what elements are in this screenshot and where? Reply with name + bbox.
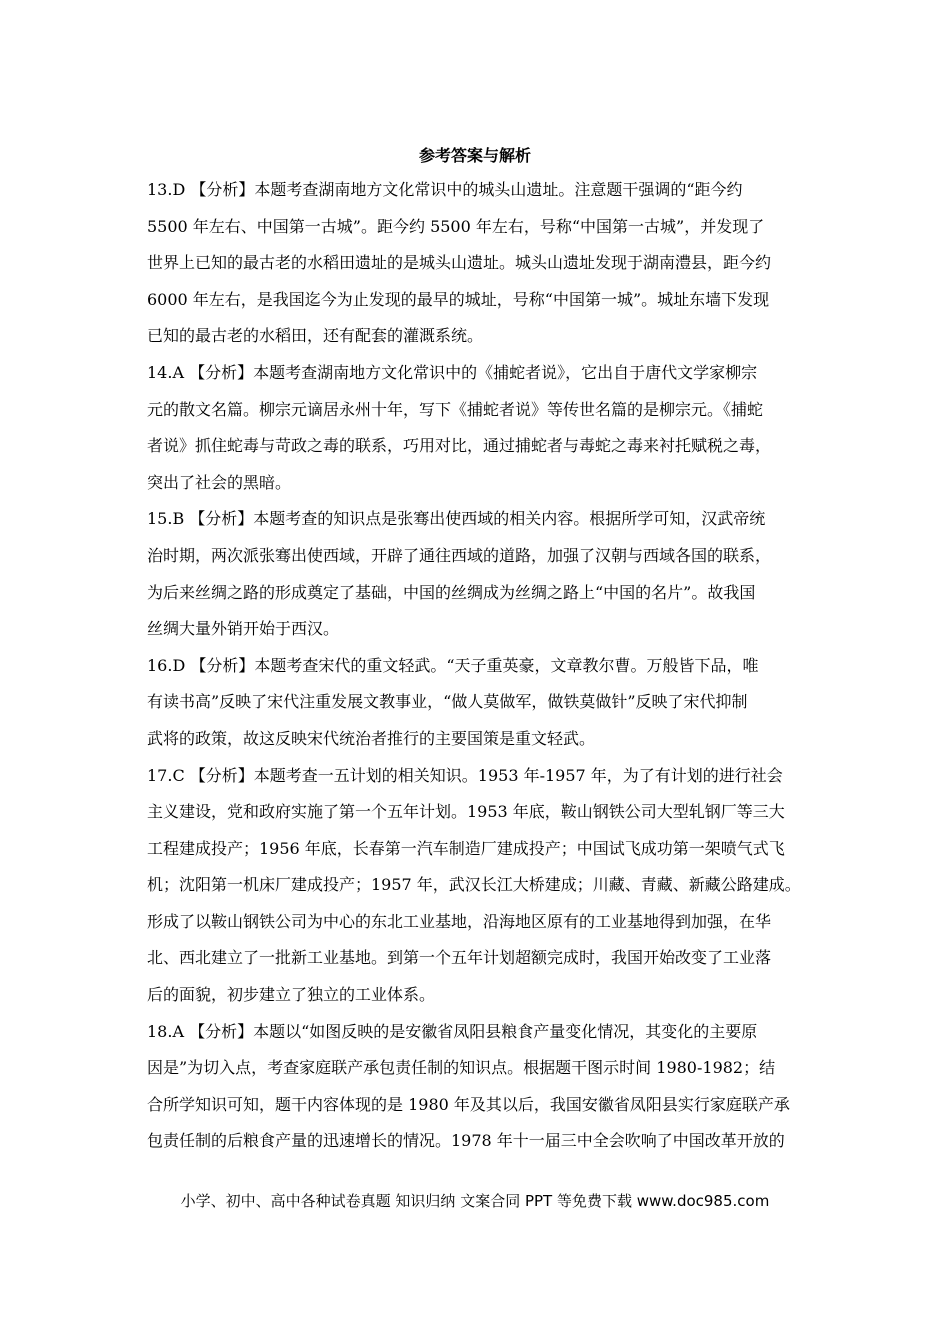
text-line: 17.C 【分析】本题考查一五计划的相关知识。1953 年-1957 年，为了有计划的进行社会 [147, 765, 783, 785]
text-line: 形成了以鞍山钢铁公司为中心的东北工业基地，沿海地区原有的工业基地得到加强，在华 [147, 911, 772, 931]
text-line: 为后来丝绸之路的形成奠定了基础，中国的丝绸成为丝绸之路上“中国的名片”。故我国 [147, 582, 756, 602]
text-line: 5500 年左右、中国第一古城”。距今约 5500 年左右，号称“中国第一古城”，并发现了 [147, 216, 765, 236]
text-line: 合所学知识可知，题干内容体现的是 1980 年及其以后，我国安徽省凤阳县实行家庭联产承 [147, 1094, 790, 1114]
page-title: 参考答案与解析 [418, 146, 531, 165]
text-line: 13.D 【分析】本题考查湖南地方文化常识中的城头山遗址。注意题干强调的“距今约 [147, 180, 743, 199]
text-line: 主义建设，党和政府实施了第一个五年计划。1953 年底，鞍山钢铁公司大型轧钢厂等三大 [147, 802, 785, 822]
text-line: 有读书高”反映了宋代注重发展文教事业，“做人莫做军，做铁莫做针”反映了宋代抑制 [147, 692, 748, 712]
text-line: 因是”为切入点，考查家庭联产承包责任制的知识点。根据题干图示时间 1980-1982；结 [147, 1058, 776, 1078]
text-line: 元的散文名篇。柳宗元谪居永州十年，写下《捕蛇者说》等传世名篇的是柳宗元。《捕蛇 [147, 399, 764, 419]
text-line: 18.A 【分析】本题以“如图反映的是安徽省凤阳县粮食产量变化情况，其变化的主要原 [147, 1021, 758, 1041]
text-line: 突出了社会的黑暗。 [147, 472, 292, 492]
text-line: 北、西北建立了一批新工业基地。到第一个五年计划超额完成时，我国开始改变了工业落 [147, 948, 772, 968]
text-line: 丝绸大量外销开始于西汉。 [147, 619, 340, 639]
text-line: 已知的最古老的水稻田，还有配套的灌溉系统。 [147, 326, 484, 346]
text-line: 治时期，两次派张骞出使西域，开辟了通往西域的道路，加强了汉朝与西域各国的联系， [147, 545, 772, 565]
text-line: 者说》抓住蛇毒与苛政之毒的联系，巧用对比，通过捕蛇者与毒蛇之毒来衬托赋税之毒， [147, 436, 772, 456]
text-line: 后的面貌，初步建立了独立的工业体系。 [147, 985, 436, 1005]
text-line: 14.A 【分析】本题考查湖南地方文化常识中的《捕蛇者说》，它出自于唐代文学家柳宗 [147, 362, 758, 382]
text-line: 机；沈阳第一机床厂建成投产；1957 年，武汉长江大桥建成；川藏、青藏、新藏公路建成。 [147, 875, 801, 895]
text-line: 15.B 【分析】本题考查的知识点是张骞出使西域的相关内容。根据所学可知，汉武帝统 [147, 509, 766, 529]
text-line: 6000 年左右，是我国迄今为止发现的最早的城址，号称“中国第一城”。城址东墙下发现 [147, 289, 770, 309]
footer-text: 小学、初中、高中各种试卷真题 知识归纳 文案合同 PPT 等免费下载 www.doc985.com [180, 1192, 770, 1210]
text-line: 世界上已知的最古老的水稻田遗址的是城头山遗址。城头山遗址发现于湖南澧县，距今约 [147, 253, 772, 273]
text-line: 16.D 【分析】本题考查宋代的重文轻武。“天子重英豪，文章教尔曹。万般皆下品，唯 [147, 655, 759, 675]
answer-body [147, 172, 807, 1160]
text-line: 包责任制的后粮食产量的迅速增长的情况。1978 年十一届三中全会吹响了中国改革开放的 [147, 1131, 785, 1151]
text-line: 武将的政策，故这反映宋代统治者推行的主要国策是重文轻武。 [147, 728, 596, 748]
text-line: 工程建成投产；1956 年底，长春第一汽车制造厂建成投产；中国试飞成功第一架喷气式飞 [147, 838, 785, 858]
